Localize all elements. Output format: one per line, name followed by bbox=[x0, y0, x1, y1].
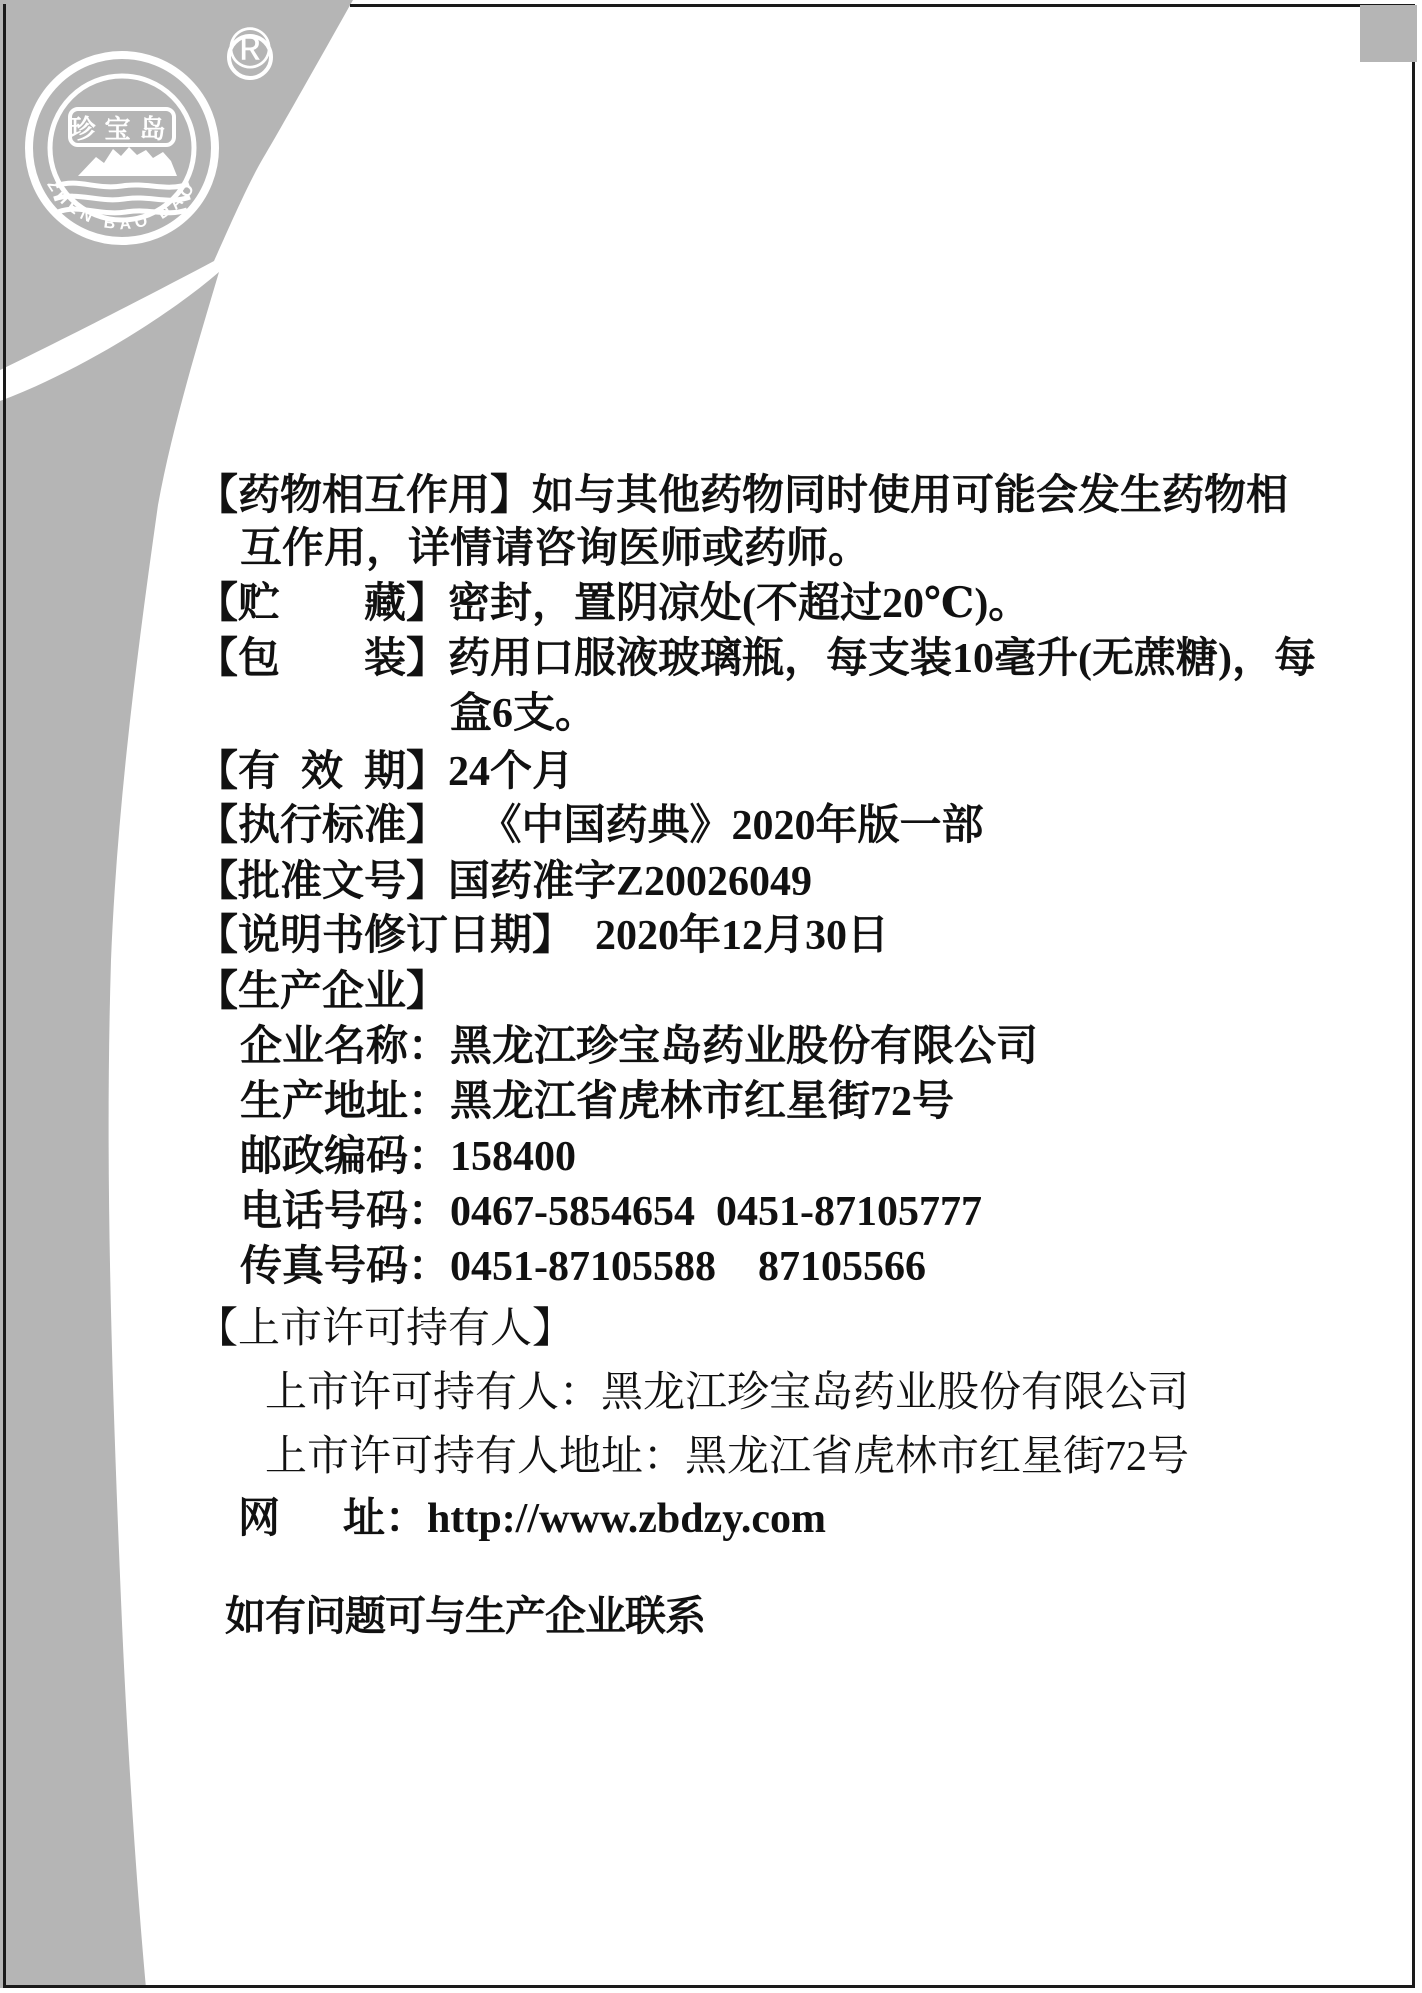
field-drug-interactions-line2: 互作用，详情请咨询医师或药师。 bbox=[240, 526, 871, 572]
field-phone-numbers: 电话号码：0467-5854654 0451-87105777 bbox=[240, 1189, 982, 1235]
field-drug-interactions-line1: 【药物相互作用】如与其他药物同时使用可能会发生药物相 bbox=[196, 473, 1289, 519]
field-mah-header: 【上市许可持有人】 bbox=[196, 1306, 575, 1352]
registered-mark: ® bbox=[228, 16, 272, 81]
field-packaging-line1: 【包 装】药用口服液玻璃瓶，每支装10毫升(无蔗糖)，每 bbox=[196, 636, 1316, 682]
field-company-name: 企业名称：黑龙江珍宝岛药业股份有限公司 bbox=[240, 1024, 1039, 1070]
logo-name-zh: 珍宝岛 bbox=[69, 114, 175, 144]
field-fax-numbers: 传真号码：0451-87105588 87105566 bbox=[240, 1244, 926, 1290]
field-mah-name: 上市许可持有人：黑龙江珍宝岛药业股份有限公司 bbox=[265, 1370, 1190, 1416]
field-validity-period: 【有 效 期】24个月 bbox=[196, 749, 575, 795]
field-revision-date: 【说明书修订日期】 2020年12月30日 bbox=[196, 913, 890, 959]
field-packaging-line2: 盒6支。 bbox=[450, 691, 598, 737]
field-approval-number: 【批准文号】国药准字Z20026049 bbox=[196, 859, 813, 905]
field-production-address: 生产地址：黑龙江省虎林市红星街72号 bbox=[240, 1079, 955, 1125]
field-manufacturer-header: 【生产企业】 bbox=[196, 969, 449, 1015]
field-website: 网 址：http://www.zbdzy.com bbox=[238, 1496, 827, 1542]
footer-contact-note: 如有问题可与生产企业联系 bbox=[225, 1593, 705, 1639]
field-mah-address: 上市许可持有人地址：黑龙江省虎林市红星街72号 bbox=[265, 1434, 1190, 1480]
field-executive-standard: 【执行标准】 《中国药典》2020年版一部 bbox=[196, 803, 984, 849]
field-storage: 【贮 藏】密封，置阴凉处(不超过20℃)。 bbox=[196, 581, 1031, 627]
field-postal-code: 邮政编码：158400 bbox=[240, 1134, 577, 1180]
logo-name-en: ZHEN BAO DAO bbox=[43, 176, 201, 234]
